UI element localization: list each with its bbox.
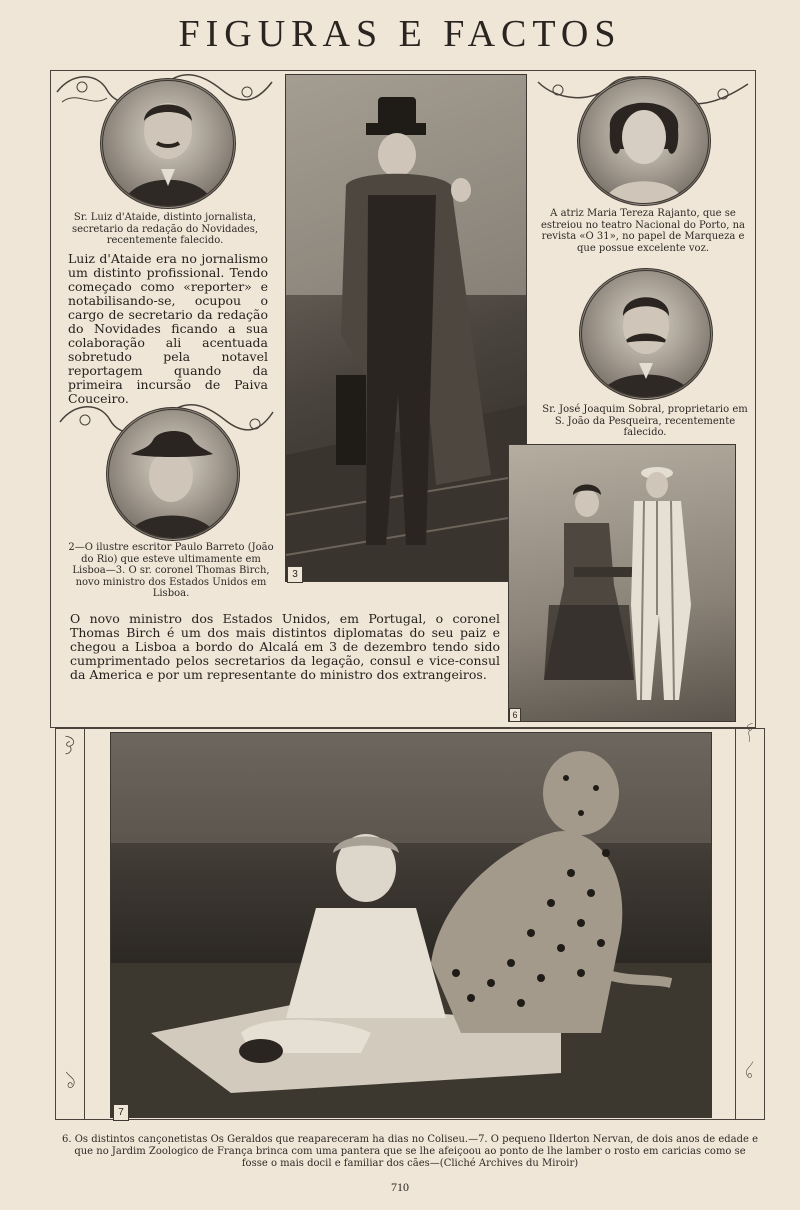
body-birch: O novo ministro dos Estados Unidos, em Portugal, o coronel Thomas Birch é um dos mais distintos diplomatas do seu paiz e chegou a Lisboa a bordo do Alcalá em 3 de dezembro tendo sido cumprimentado pelos secretarios da legação, consul e vice-consul da America e por um representante do ministro dos extrangeiros. [70, 611, 500, 682]
caption-bottom: 6. Os distintos cançonetistas Os Geraldos que reapareceram ha dias no Coliseu.—7. O pequeno Ilderton Nervan, de dois anos de edade e que no Jardim Zoologico de França brinca com uma pantera que se lhe afeiçoou ao ponto de lhe lamber o rosto em caricias como se fosse o mais docil e familiar dos cães—(Cliché Archives du Miroir) [61, 1134, 759, 1169]
portrait-sobral [579, 268, 713, 400]
photo-os-geraldos [508, 444, 736, 722]
page-number: 710 [391, 1180, 409, 1194]
photo-geraldos-figure [509, 445, 735, 721]
photo-birch-figure [286, 75, 526, 581]
portrait-barreto-figure [109, 410, 237, 538]
caption-barreto: 2—O ilustre escritor Paulo Barreto (João do Rio) que esteve ultimamente em Lisboa—3. O sr. coronel Thomas Birch, novo ministro dos Estados Unidos em Lisboa. [68, 542, 274, 599]
ornament-lower-br [735, 1060, 763, 1082]
portrait-ataide-figure [103, 81, 233, 206]
body-ataide: Luiz d'Ataide era no jornalismo um distinto profissional. Tendo começado como «reporter» e notabilisando-se, ocupou o cargo de secretario da redação do Novidades ficando a sua colaboração ali acentuada sobretudo pela notavel reportagem quando da primeira incursão de Paiva Couceiro. [68, 251, 268, 406]
portrait-rajanto [577, 76, 711, 206]
photo-child-panther-figure [111, 733, 711, 1117]
portrait-rajanto-figure [580, 79, 708, 203]
portrait-sobral-figure [582, 271, 710, 397]
figure-number-6: 6 [509, 708, 521, 722]
portrait-barreto [106, 407, 240, 541]
ornament-lower-tr [735, 722, 763, 744]
page-title: FIGURAS E FACTOS [178, 13, 622, 55]
ornament-lower-bl [57, 1070, 85, 1092]
caption-ataide: Sr. Luiz d'Ataide, distinto jornalista, secretario da redação do Novidades, recentemente falecido. [71, 212, 259, 246]
ornament-lower-tl [57, 734, 85, 756]
caption-rajanto: A atriz Maria Tereza Rajanto, que se estreiou no teatro Nacional do Porto, na revista «O 31», no papel de Marqueza e que possue excelente voz. [541, 208, 745, 254]
caption-sobral: Sr. José Joaquim Sobral, proprietario em S. João da Pesqueira, recentemente falecido. [542, 404, 748, 438]
figure-number-7: 7 [113, 1104, 129, 1121]
figure-number-3: 3 [287, 566, 303, 583]
photo-thomas-birch [285, 74, 527, 582]
photo-child-with-panther [110, 732, 712, 1118]
portrait-ataide [100, 78, 236, 209]
